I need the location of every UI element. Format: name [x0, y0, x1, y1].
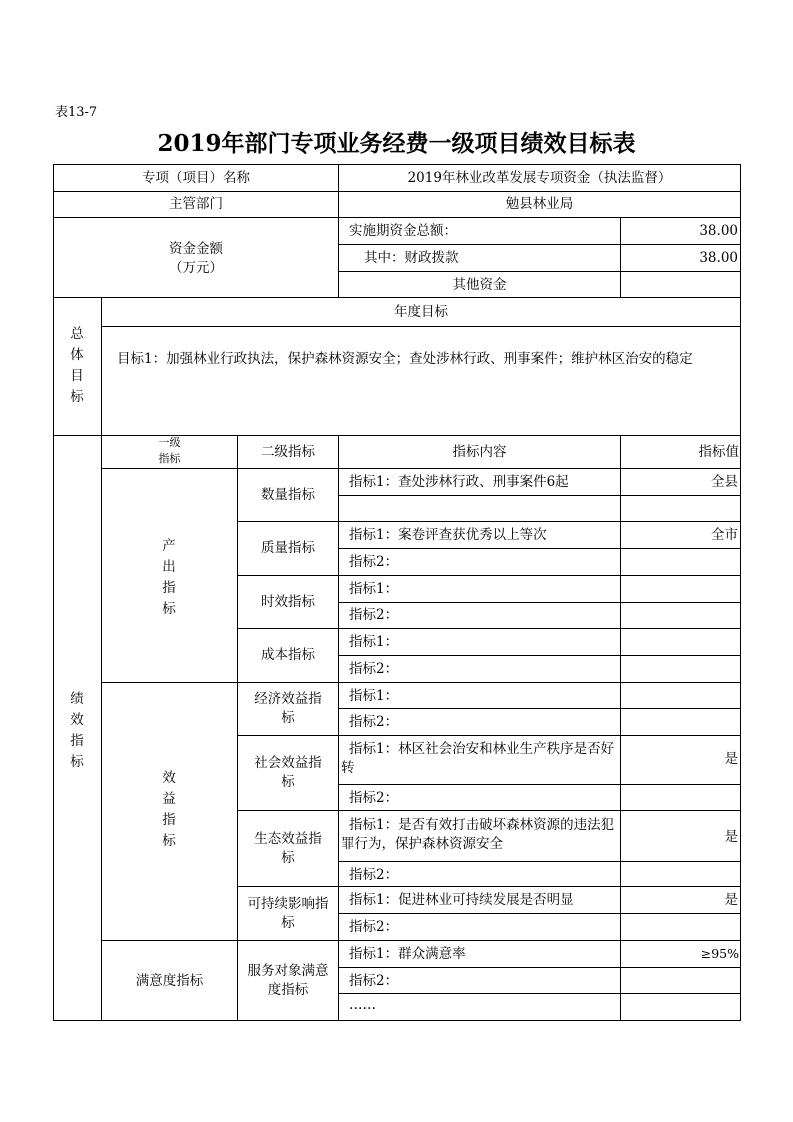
cost-indicator-label: 成本指标	[261, 647, 315, 663]
level2-header: 二级指标	[261, 444, 315, 460]
divider	[237, 628, 741, 629]
table-code: 表13-7	[55, 105, 98, 120]
indicator-value: ≥95%	[700, 946, 739, 961]
annual-goal-label: 年度目标	[394, 304, 448, 320]
indicator-content: ……	[349, 997, 376, 1013]
indicator-content: 指标1：群众满意率	[349, 946, 466, 962]
other-funds-label: 其他资金	[452, 277, 507, 293]
indicator-content: 指标2：	[349, 973, 399, 989]
divider	[237, 575, 741, 576]
indicator-value: 是	[724, 829, 738, 845]
service-satisfaction-label: 服务对象满意度指标	[247, 963, 329, 998]
indicator-content: 指标1：	[349, 688, 399, 704]
indicator-value: 是	[724, 751, 738, 767]
divider	[237, 435, 238, 1021]
overall-goal-side-label: 总体目标	[70, 326, 84, 405]
divider	[101, 435, 102, 1021]
fiscal-funds-label: 其中：财政拨款	[364, 250, 459, 266]
divider	[338, 244, 741, 245]
indicator-content: 指标2：	[349, 790, 399, 806]
divider	[338, 495, 741, 496]
divider	[53, 297, 741, 298]
divider	[237, 735, 741, 736]
ecological-benefit-label: 生态效益指标	[254, 831, 322, 866]
department-label: 主管部门	[169, 196, 223, 212]
level1-header: 一级	[158, 436, 181, 449]
divider	[237, 886, 741, 887]
divider	[101, 468, 741, 469]
border-right	[740, 164, 741, 1021]
quality-indicator-label: 质量指标	[261, 540, 315, 556]
sustainable-impact-label: 可持续影响指标	[247, 896, 329, 931]
indicator-content: 指标2：	[349, 867, 399, 883]
satisfaction-indicator-label: 满意度指标	[135, 973, 204, 989]
indicator-content: 指标2：	[349, 607, 399, 623]
divider	[338, 271, 741, 272]
divider	[338, 913, 741, 914]
economic-benefit-label: 经济效益指标	[254, 691, 322, 726]
level1-header-line2: 指标	[158, 452, 181, 465]
value-header: 指标值	[698, 444, 739, 460]
indicator-value: 是	[724, 892, 738, 908]
indicator-content: 指标1：	[349, 581, 399, 597]
social-benefit-label: 社会效益指标	[254, 755, 322, 790]
annual-goal-text: 目标1：加强林业行政执法，保护森林资源安全；查处涉林行政、刑事案件；维护林区治安的稳定	[117, 351, 693, 367]
indicator-content: 指标2：	[349, 919, 399, 935]
border-bottom	[53, 1020, 741, 1021]
total-funds-value: 38.00	[699, 223, 738, 239]
project-name-value: 2019年林业改革发展专项资金（执法监督）	[407, 170, 672, 186]
quantity-indicator-label: 数量指标	[261, 487, 315, 503]
divider	[338, 967, 741, 968]
page-title: 2019年部门专项业务经费一级项目绩效目标表	[157, 130, 636, 157]
total-funds-label: 实施期资金总额：	[349, 223, 457, 239]
indicator-content: 指标1：促进林业可持续发展是否明显	[349, 892, 574, 908]
divider	[620, 435, 621, 1021]
divider	[338, 861, 741, 862]
indicator-content: 指标1：是否有效打击破坏森林资源的违法犯罪行为，保护森林资源安全	[341, 817, 615, 852]
divider	[53, 217, 741, 218]
performance-side-label: 绩效指标	[70, 691, 84, 770]
divider	[338, 602, 741, 603]
indicator-content: 指标1：林区社会治安和林业生产秩序是否好转	[341, 741, 615, 776]
divider	[101, 940, 741, 941]
divider	[338, 708, 741, 709]
border-left	[53, 164, 54, 1021]
divider	[53, 191, 741, 192]
indicator-content: 指标2：	[349, 661, 399, 677]
divider	[237, 521, 741, 522]
department-value: 勉县林业局	[505, 196, 574, 212]
benefit-indicator-label: 效益指标	[162, 770, 176, 849]
divider	[101, 682, 741, 683]
divider	[338, 784, 741, 785]
indicator-content: 指标1：案卷评查获优秀以上等次	[349, 527, 547, 543]
divider	[338, 655, 741, 656]
indicator-value: 全市	[711, 527, 738, 543]
output-indicator-label: 产出指标	[162, 538, 176, 617]
funds-unit-label: （万元）	[169, 260, 223, 276]
indicator-content: 指标2：	[349, 714, 399, 730]
divider	[338, 548, 741, 549]
fiscal-funds-value: 38.00	[699, 250, 738, 266]
divider	[338, 435, 339, 1021]
divider	[338, 993, 741, 994]
indicator-value: 全县	[711, 474, 738, 490]
content-header: 指标内容	[452, 444, 507, 460]
indicator-content: 指标1：查处涉林行政、刑事案件6起	[349, 474, 569, 490]
timeliness-indicator-label: 时效指标	[261, 594, 315, 610]
border-top	[53, 164, 741, 165]
funds-label: 资金金额	[169, 241, 223, 257]
project-name-label: 专项（项目）名称	[142, 170, 250, 186]
divider	[101, 326, 741, 327]
indicator-content: 指标1：	[349, 634, 399, 650]
indicator-content: 指标2：	[349, 554, 399, 570]
divider	[237, 810, 741, 811]
